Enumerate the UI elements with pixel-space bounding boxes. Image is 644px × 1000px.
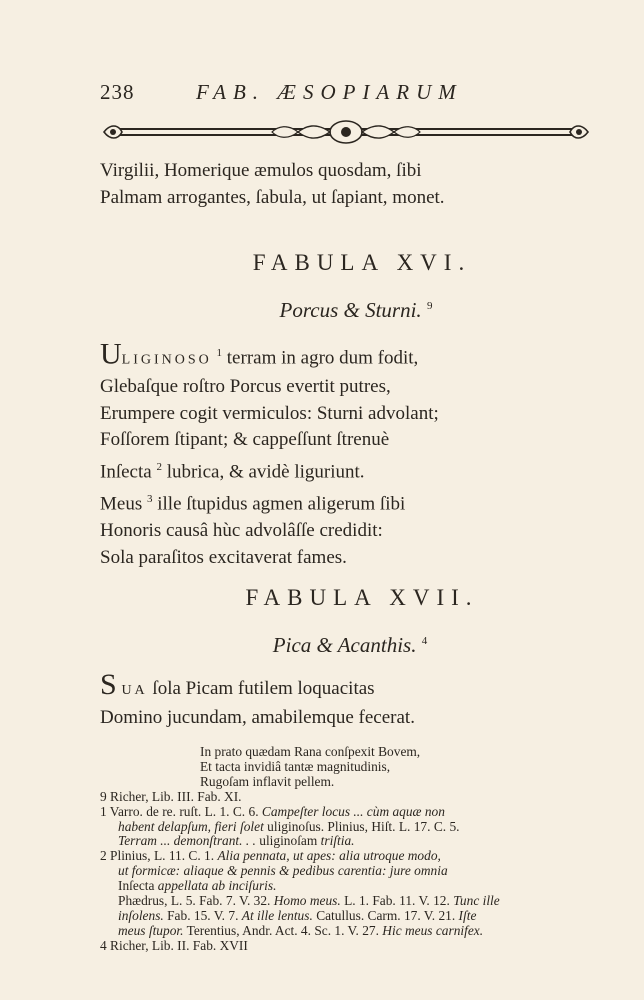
verse-text: terram in agro dum fodit, — [226, 347, 419, 369]
verse-text: Meus — [100, 493, 143, 515]
footnote-italic: Iſte — [458, 907, 477, 923]
verse-line — [100, 454, 439, 486]
footnote-text: Terentius, Andr. Act. 4. Sc. 1. V. 27. — [186, 922, 379, 938]
footnote-italic: Hic meus carnifex. — [382, 922, 484, 938]
quoted-verse-line: In prato quædam Rana conſpexit Bovem, — [200, 744, 421, 759]
footnote-text: Inſecta — [118, 878, 155, 894]
verse-line — [100, 668, 415, 705]
verse-text: lubrica, & avidè liguriunt. — [166, 461, 365, 483]
fable-16-subtitle-text: Porcus & Sturni. — [279, 298, 422, 322]
footnote-2-cont — [100, 864, 600, 879]
footnote-3-cont — [100, 909, 600, 924]
verse-line: Sola paraſitos excitaverat fames. — [100, 546, 347, 568]
floral-rule-ornament — [100, 118, 592, 148]
verse-line: Domino jucundam, amabilemque fecerat. — [100, 706, 415, 728]
footnote-text: 1 Varro. de re. ruſt. L. 1. C. 6. — [100, 803, 259, 819]
footnote-italic: Alia pennata, ut apes: alia utroque modo, — [217, 848, 441, 864]
footnote-2 — [100, 849, 600, 864]
footnote-ref: 9 — [426, 300, 433, 312]
verse-line — [100, 337, 439, 374]
footnote-1 — [100, 805, 600, 820]
footnote-italic: inſolens. — [118, 907, 164, 923]
intro-verse — [100, 158, 445, 211]
verse-text: Inſecta — [100, 461, 152, 483]
verse-line: Foſſorem ſtipant; & cappeſſunt ſtrenuè — [100, 429, 390, 451]
verse-line: Virgilii, Homerique æmulos quosdam, ſibi — [100, 160, 422, 181]
footnotes — [100, 745, 600, 954]
drop-initial: S — [100, 668, 117, 701]
fable-17-verse — [100, 668, 415, 731]
footnote-italic: triſtia. — [320, 833, 355, 849]
verse-line: Erumpere cogit vermiculos: Sturni advolant; — [100, 402, 439, 424]
fable-17-title: FABULA XVII. — [245, 585, 479, 610]
footnote-ref: 4 — [421, 635, 428, 647]
drop-initial: U — [100, 337, 122, 371]
verse-line: Glebaſque roſtro Porcus evertit putres, — [100, 376, 391, 398]
footnote-1-cont — [100, 834, 600, 849]
verse-line: Palmam arrogantes, ſabula, ut ſapiant, monet. — [100, 186, 445, 208]
footnote-text: Phædrus, L. 5. Fab. 7. V. 32. — [118, 893, 271, 909]
footnote-text: 2 Plinius, L. 11. C. 1. — [100, 848, 215, 864]
footnote-ref: 1 — [216, 347, 223, 359]
fable-16-subtitle — [34, 298, 644, 323]
fable-16-verse — [100, 337, 439, 572]
footnote-4: 4 Richer, Lib. II. Fab. XVII — [100, 937, 248, 953]
footnote-text: L. 1. Fab. 11. V. 12. — [344, 893, 450, 909]
verse-text: ſola Picam futilem loquacitas — [152, 678, 375, 699]
footnote-italic: meus ſtupor. — [118, 922, 184, 938]
footnote-italic: Terram ... demonſtrant. . . — [118, 833, 256, 849]
footnote-italic: appellata ab inciſuris. — [157, 878, 277, 894]
verse-text: ille ſtupidus agmen aligerum ſibi — [157, 493, 406, 515]
footnote-9: 9 Richer, Lib. III. Fab. XI. — [100, 788, 242, 804]
footnote-3-cont — [100, 924, 600, 939]
footnote-text: uliginoſus. Plinius, Hiſt. L. 17. C. 5. — [267, 818, 460, 834]
quoted-verse-line: Et tacta invidiâ tantæ magnitudinis, — [200, 758, 391, 774]
verse-line — [100, 486, 439, 518]
footnote-3 — [100, 894, 600, 909]
footnote-italic: Tunc ille — [453, 893, 500, 909]
fable-17-subtitle — [28, 633, 644, 658]
footnote-1-cont — [100, 820, 600, 835]
footnote-2-cont — [100, 879, 600, 894]
small-caps-word: UA — [121, 683, 148, 698]
footnote-text: Fab. 15. V. 7. — [167, 907, 239, 923]
footnote-ref: 3 — [146, 493, 153, 506]
page-number: 238 — [100, 80, 135, 104]
running-head — [100, 80, 520, 110]
verse-line: Honoris causâ hùc advolâſſe credidit: — [100, 520, 383, 542]
footnote-italic: habent delapſum, fieri ſolet — [118, 818, 264, 834]
running-title: FAB. ÆSOPIARUM — [196, 80, 463, 104]
footnote-italic: ut formicæ: aliaque & pennis & pedibus carentia: jure omnia — [118, 863, 448, 879]
footnote-italic: Homo meus. — [273, 893, 341, 909]
footnote-text: Catullus. Carm. 17. V. 21. — [316, 907, 456, 923]
small-caps-word: LIGINOSO — [121, 352, 212, 368]
fable-16-title: FABULA XVI. — [252, 250, 472, 275]
footnote-text: uliginoſam — [259, 833, 318, 849]
footnote-italic: At ille lentus. — [241, 907, 313, 923]
footnote-italic: Campeſter locus ... cùm aquæ non — [261, 803, 445, 819]
footnote-ref: 2 — [156, 461, 162, 474]
quoted-verse-line: Rugoſam inflavit pellem. — [200, 773, 335, 789]
fable-17-subtitle-text: Pica & Acanthis. — [272, 633, 417, 657]
